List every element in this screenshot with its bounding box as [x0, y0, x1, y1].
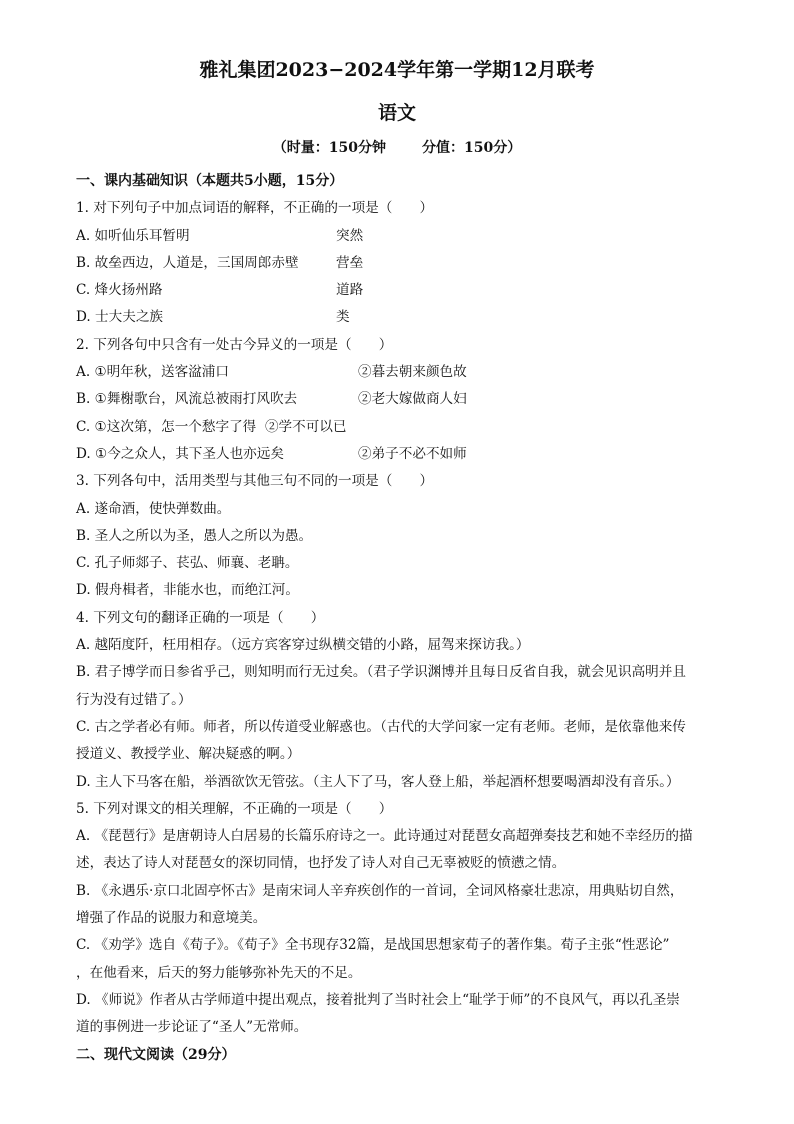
- question-2-option-a: A. ①明年秋，送客湓浦口 ②暮去朝来颜色故: [76, 364, 467, 381]
- question-4-option-c-cont: 授道义、教授学业、解决疑惑的啊。）: [76, 746, 301, 763]
- question-3-option-c: C. 孔子师郯子、苌弘、师襄、老聃。: [76, 555, 299, 572]
- question-2-option-b: B. ①舞榭歌台，风流总被雨打风吹去 ②老大嫁做商人妇: [76, 391, 467, 408]
- question-5-option-c: C. 《劝学》选自《荀子》。《荀子》全书现存32篇，是战国思想家荀子的著作集。荀子主张“性恶论”: [76, 937, 670, 954]
- question-5-stem: 5. 下列对课文的相关理解，不正确的一项是（ ）: [76, 800, 393, 817]
- question-2-option-c: C. ①这次第，怎一个愁字了得 ②学不可以已: [76, 418, 347, 435]
- question-5-option-d: D. 《师说》作者从古学师道中提出观点，接着批判了当时社会上“耻学于师”的不良风气，再以孔圣崇: [76, 991, 680, 1008]
- question-3-stem: 3. 下列各句中，活用类型与其他三句不同的一项是（ ）: [76, 473, 434, 490]
- question-5-option-a-cont: 述，表达了诗人对琵琶女的深切同情，也抒发了诗人对自己无辜被贬的愤懑之情。: [76, 855, 566, 872]
- question-4-option-b: B. 君子博学而日参省乎己，则知明而行无过矣。（君子学识渊博并且每日反省自我，就会见识高明并且: [76, 664, 686, 681]
- exam-title: 雅礼集团2023−2024学年第一学期12月联考: [199, 59, 595, 81]
- question-5-option-c-cont: ，在他看来，后天的努力能够弥补先天的不足。: [76, 964, 362, 981]
- subject-title: 语文: [377, 102, 416, 124]
- question-1-option-b: B. 故垒西边，人道是，三国周郎赤壁 营垒: [76, 254, 364, 271]
- question-4-option-b-cont: 行为没有过错了。）: [76, 691, 192, 708]
- question-5-option-b-cont: 增强了作品的说服力和意境美。: [76, 910, 267, 927]
- section-heading-2: 二、现代文阅读（29分）: [76, 1046, 236, 1063]
- question-1-stem: 1. 对下列句子中加点词语的解释，不正确的一项是（ ）: [76, 200, 434, 217]
- question-5-option-a: A. 《琵琶行》是唐朝诗人白居易的长篇乐府诗之一。此诗通过对琵琶女高超弹奏技艺和她不幸经历的描: [76, 828, 693, 845]
- question-3-option-d: D. 假舟楫者，非能水也，而绝江河。: [76, 582, 299, 599]
- question-4-option-d: D. 主人下马客在船，举酒欲饮无管弦。（主人下了马，客人登上船，举起酒杯想要喝酒却没有音乐。）: [76, 773, 680, 790]
- exam-info: [0, 137, 794, 157]
- question-4-stem: 4. 下列文句的翻译正确的一项是（ ）: [76, 609, 325, 626]
- question-2-option-d: D. ①今之众人，其下圣人也亦远矣 ②弟子不必不如师: [76, 445, 467, 462]
- question-5-option-b: B. 《永遇乐·京口北固亭怀古》是南宋词人辛弃疾创作的一首词，全词风格豪壮悲凉，用典贴切自然，: [76, 882, 684, 899]
- question-3-option-b: B. 圣人之所以为圣，愚人之所以为愚。: [76, 527, 313, 544]
- question-4-option-c: C. 古之学者必有师。师者，所以传道受业解惑也。（古代的大学问家一定有老师。老师，是依靠他来传: [76, 718, 686, 735]
- question-3-option-a: A. 遂命酒，使快弹数曲。: [76, 500, 231, 517]
- exam-content: [76, 168, 726, 1069]
- question-2-stem: 2. 下列各句中只含有一处古今异义的一项是（ ）: [76, 336, 393, 353]
- exam-time: （时量：150分钟: [272, 140, 386, 156]
- exam-score: 分值：150分）: [422, 140, 522, 156]
- question-1-option-a: A. 如听仙乐耳暂明 突然: [76, 227, 364, 244]
- question-1-option-c: C. 烽火扬州路 道路: [76, 282, 364, 299]
- question-5-option-d-cont: 道的事例进一步论证了“圣人”无常师。: [76, 1019, 308, 1036]
- question-1-option-d: D. 士大夫之族 类: [76, 309, 350, 326]
- section-heading-1: 一、课内基础知识（本题共5小题，15分）: [76, 173, 344, 189]
- question-4-option-a: A. 越陌度阡，枉用相存。（远方宾客穿过纵横交错的小路，屈驾来探访我。）: [76, 637, 530, 654]
